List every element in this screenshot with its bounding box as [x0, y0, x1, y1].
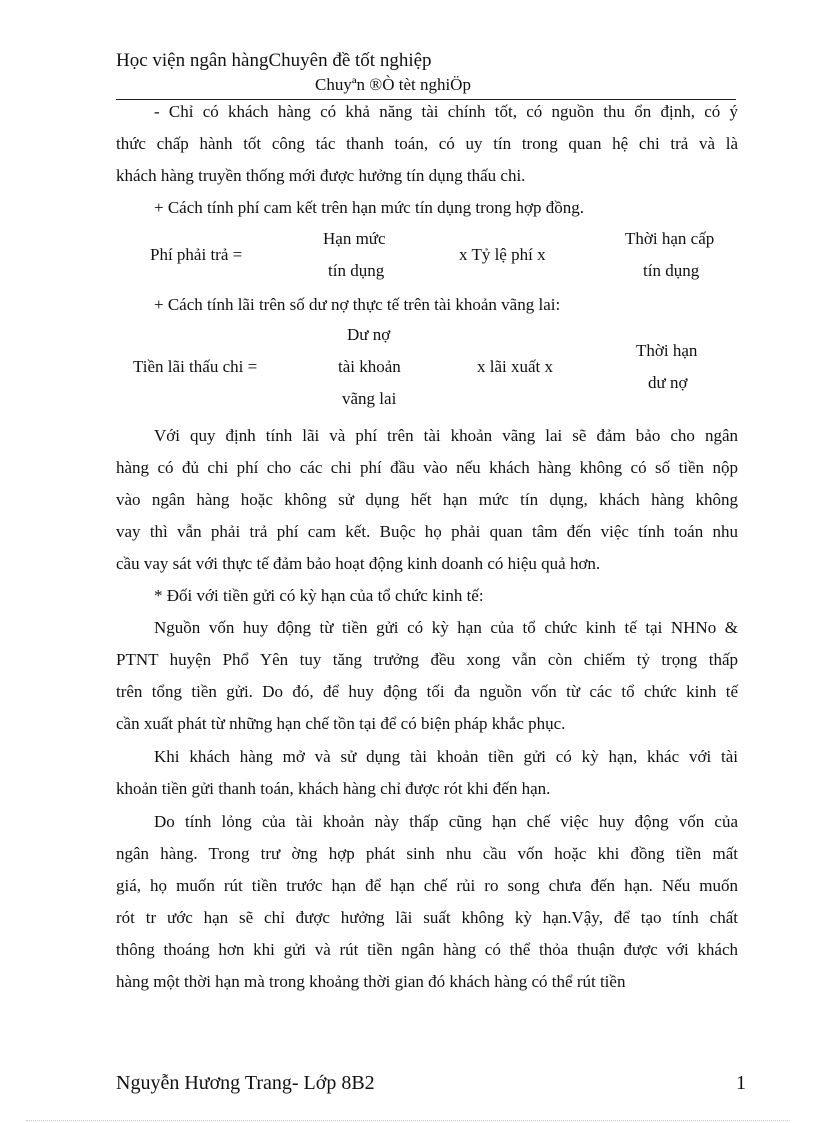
- paragraph-line: Khi khách hàng mở và sử dụng tài khoản tiền gửi có kỳ hạn, khác với tài: [154, 747, 738, 766]
- formula1-a2: tín dụng: [328, 261, 385, 280]
- paragraph-line: ngân hàng. Trong trư ờng hợp phát sinh nhu cầu vốn hoặc khi đồng tiền mất: [116, 844, 738, 863]
- formula1-b1: Thời hạn cấp: [625, 229, 715, 248]
- formula2-lhs: Tiền lãi thấu chi =: [133, 357, 258, 376]
- page-number: 1: [736, 1072, 746, 1094]
- formula1-a1: Hạn mức: [323, 229, 386, 248]
- paragraph-line: + Cách tính lãi trên số dư nợ thực tế trên tài khoản vãng lai:: [154, 295, 561, 314]
- paragraph-line: cầu vay sát với thực tế đảm bảo hoạt động kinh doanh có hiệu quả hơn.: [116, 554, 601, 573]
- page-edge-divider: [26, 1120, 790, 1121]
- paragraph-line: + Cách tính phí cam kết trên hạn mức tín dụng trong hợp đồng.: [154, 198, 585, 217]
- formula2-op: x lãi xuất x: [477, 357, 554, 376]
- header-subtitle: Chuyªn ®Ò tèt nghiÖp: [315, 75, 471, 94]
- section-heading: * Đối với tiền gửi có kỳ hạn của tổ chức kinh tế:: [154, 586, 484, 605]
- paragraph-line: thông thoáng hơn khi gửi và rút tiền ngân hàng có thể thỏa thuận được với khách: [116, 940, 738, 959]
- paragraph-line: hàng một thời hạn mà trong khoảng thời gian đó khách hàng có thể rút tiền: [116, 972, 626, 991]
- formula2-a2: tài khoản: [338, 357, 401, 376]
- paragraph-line: Với quy định tính lãi và phí trên tài khoản vãng lai sẽ đảm bảo cho ngân: [154, 426, 738, 445]
- paragraph-line: trên tổng tiền gửi. Do đó, để huy động tối đa nguồn vốn từ các tổ chức kinh tế: [116, 682, 738, 701]
- paragraph-line: vào ngân hàng hoặc không sử dụng hết hạn mức tín dụng, khách hàng không: [116, 490, 738, 509]
- paragraph-line: khoản tiền gửi thanh toán, khách hàng chỉ được rót khi đến hạn.: [116, 779, 551, 798]
- formula2-b1: Thời hạn: [636, 341, 698, 360]
- footer-author: Nguyễn Hương Trang- Lớp 8B2: [116, 1072, 375, 1094]
- paragraph-line: rót tr ước hạn sẽ chỉ được hưởng lãi suất không kỳ hạn.Vậy, để tạo tính chất: [116, 908, 738, 927]
- paragraph-line: thức chấp hành tốt công tác thanh toán, có uy tín trong quan hệ chi trả và là: [116, 134, 738, 153]
- paragraph-line: cần xuất phát từ những hạn chế tồn tại để có biện pháp khắc phục.: [116, 714, 566, 733]
- paragraph-line: vay thì vẫn phải trả phí cam kết. Buộc họ phải quan tâm đến việc tính toán nhu: [116, 522, 738, 541]
- formula2-b2: dư nợ: [648, 373, 688, 392]
- formula2-a1: Dư nợ: [347, 325, 391, 344]
- paragraph-line: PTNT huyện Phổ Yên tuy tăng trưởng đều xong vẫn còn chiếm tỷ trọng thấp: [116, 650, 738, 669]
- formula2-a3: vãng lai: [342, 389, 397, 408]
- paragraph-line: hàng có đủ chi phí cho các chi phí đầu vào nếu khách hàng không có số tiền nộp: [116, 458, 738, 477]
- header-title: Học viện ngân hàngChuyên đề tốt nghiệp: [116, 50, 432, 71]
- formula1-lhs: Phí phải trả =: [150, 245, 243, 264]
- formula1-op: x Tỷ lệ phí x: [459, 245, 546, 264]
- formula1-b2: tín dụng: [643, 261, 700, 280]
- paragraph-line: khách hàng truyền thống mới được hưởng tín dụng thấu chi.: [116, 166, 526, 185]
- paragraph-line: Do tính lỏng của tài khoản này thấp cũng hạn chế việc huy động vốn của: [154, 812, 738, 831]
- paragraph-line: Nguồn vốn huy động từ tiền gửi có kỳ hạn của tổ chức kinh tế tại NHNo &: [154, 618, 738, 637]
- paragraph-line: - Chỉ có khách hàng có khả năng tài chính tốt, có nguồn thu ổn định, có ý: [154, 102, 738, 121]
- paragraph-line: giá, họ muốn rút tiền trước hạn để hạn chế rủi ro song chưa đến hạn. Nếu muốn: [116, 876, 738, 895]
